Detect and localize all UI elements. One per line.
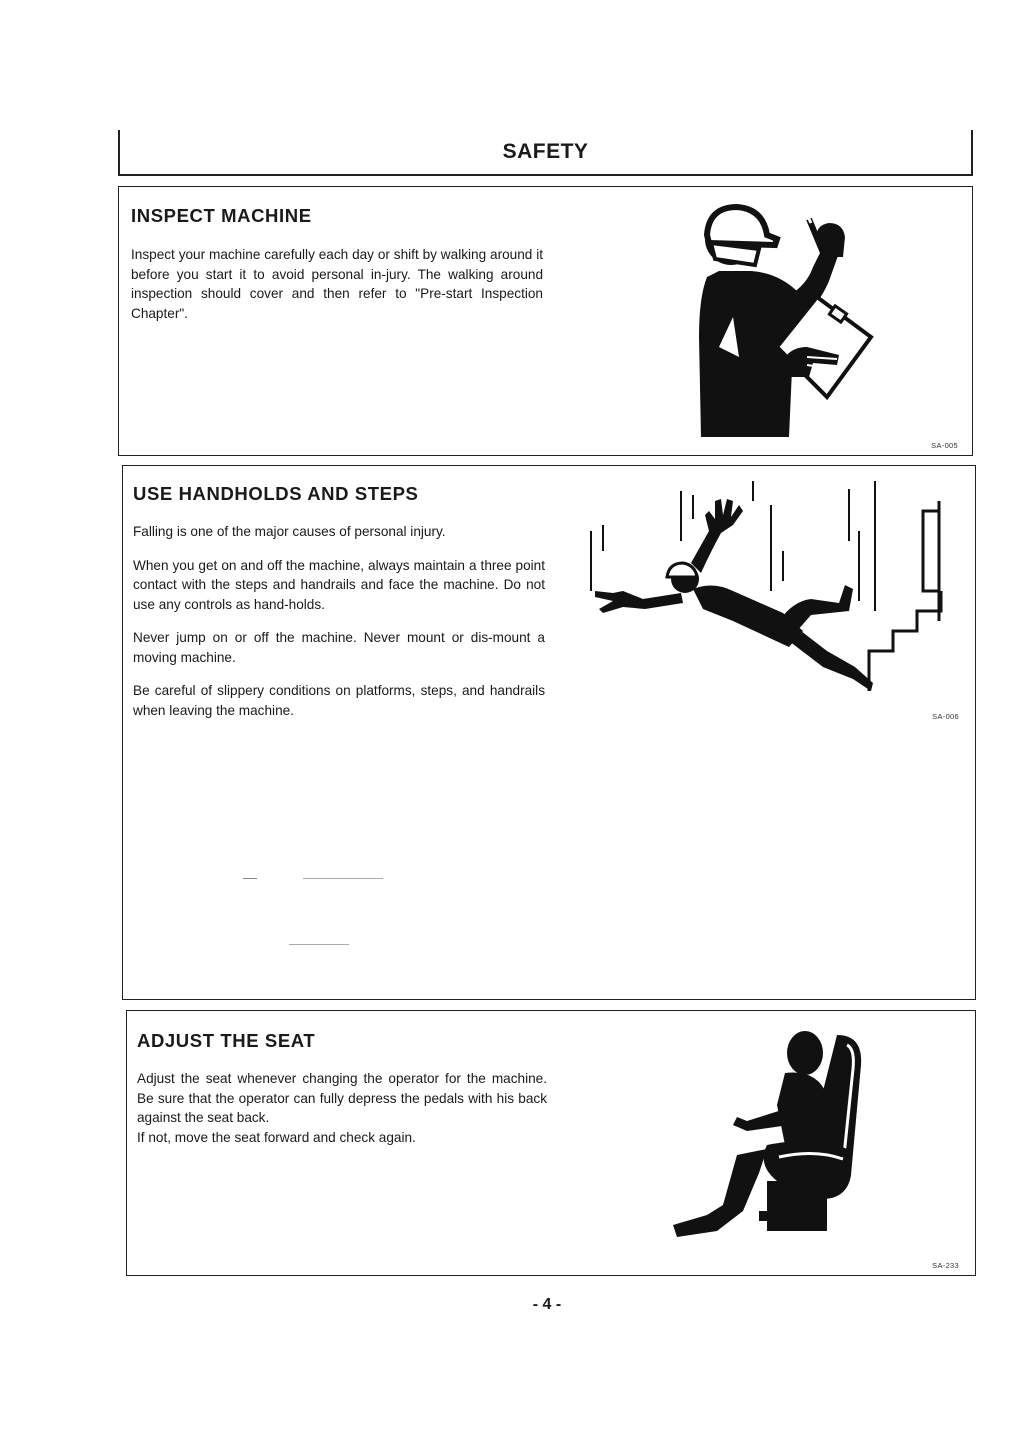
scan-speck — [243, 878, 257, 879]
section-title: INSPECT MACHINE — [131, 205, 312, 226]
page-header — [118, 130, 973, 176]
page-number: - 4 - — [532, 1296, 562, 1313]
figure-code: SA-233 — [932, 1261, 959, 1270]
section-title: ADJUST THE SEAT — [137, 1030, 316, 1051]
page-title: SAFETY — [502, 140, 589, 163]
scan-speck — [303, 878, 383, 879]
section-title: USE HANDHOLDS AND STEPS — [133, 483, 419, 504]
section-body — [131, 245, 543, 337]
scan-speck — [289, 944, 349, 945]
figure-code: SA-006 — [932, 712, 959, 721]
section-use-handholds-and-steps — [122, 465, 976, 1000]
paragraph: Be careful of slippery conditions on platforms, steps, and handrails when leaving the machine. — [133, 683, 545, 718]
falling-worker-on-steps-icon — [583, 481, 963, 701]
seated-operator-icon — [667, 1025, 887, 1245]
paragraph: Never jump on or off the machine. Never mount or dis-mount a moving machine. — [133, 630, 545, 665]
paragraph: If not, move the seat forward and check again. — [137, 1129, 416, 1145]
paragraph: When you get on and off the machine, always maintain a three point contact with the steps and handrails and face the machine. Do not use any controls as hand-holds. — [133, 557, 545, 612]
inspecting-worker-with-clipboard-icon — [689, 197, 879, 437]
paragraph: Falling is one of the major causes of personal injury. — [133, 524, 446, 539]
section-body — [137, 1069, 547, 1147]
figure-code: SA-005 — [931, 441, 958, 450]
paragraph: Adjust the seat whenever changing the operator for the machine. Be sure that the operator can fully depress the pedals with his back against the seat back. — [137, 1071, 547, 1125]
section-body — [133, 522, 545, 734]
section-inspect-machine — [118, 186, 973, 456]
section-adjust-the-seat — [126, 1010, 976, 1276]
paragraph: Inspect your machine carefully each day or shift by walking around it before you start it to avoid personal in-jury. The walking around inspection should cover and then refer to "Pre-start Inspection Chapter". — [131, 247, 543, 321]
